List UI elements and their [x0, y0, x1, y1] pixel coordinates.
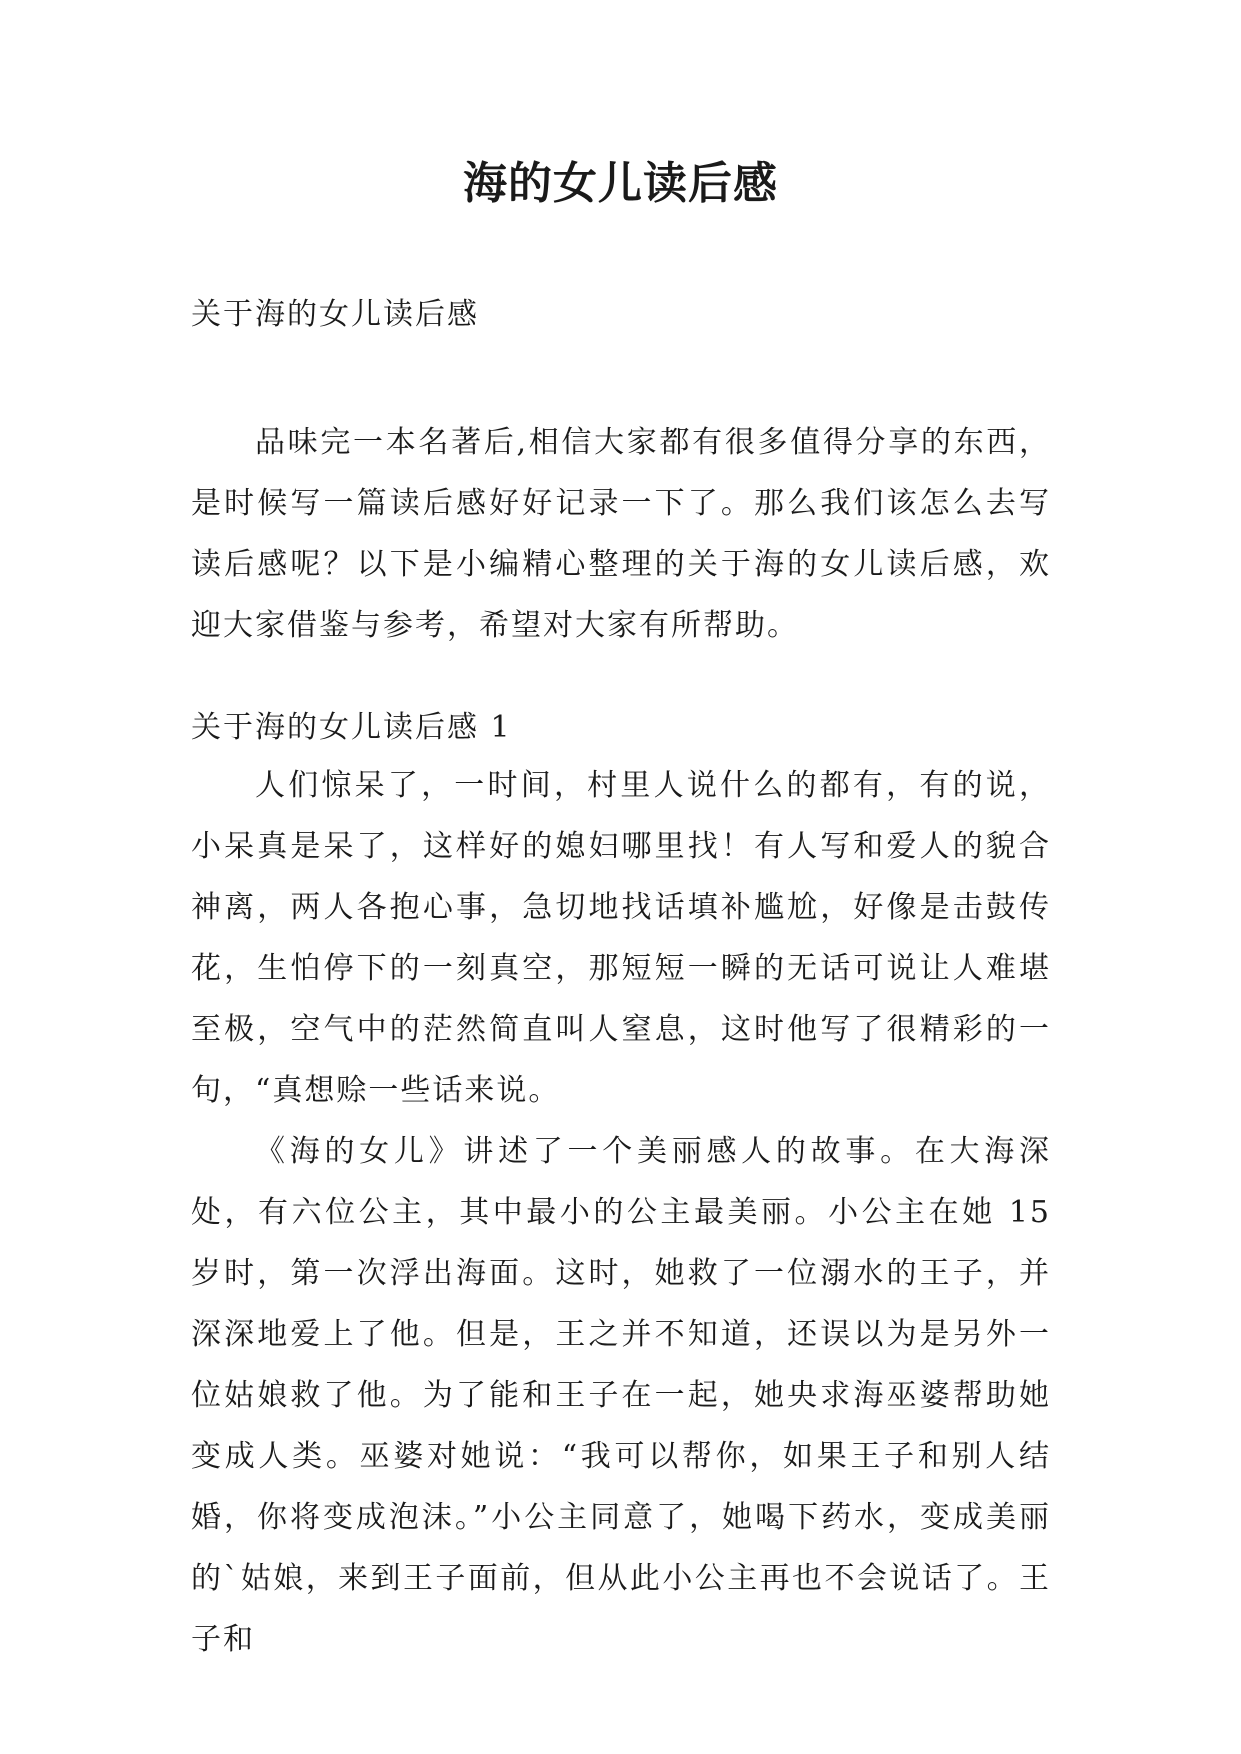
section-body: [191, 755, 1051, 1670]
section-heading: 关于海的女儿读后感 1: [191, 710, 512, 745]
intro-section: [191, 412, 1051, 656]
body-paragraph-2: 《海的女儿》讲述了一个美丽感人的故事。在大海深处，有六位公主，其中最小的公主最美丽。小公主在她 15 岁时，第一次浮出海面。这时，她救了一位溺水的王子，并深深地爱上了他。但是，王之并不知道，还误以为是另外一位姑娘救了他。为了能和王子在一起，她央求海巫婆帮助她变成人类。巫婆对她说：“我可以帮你，如果王子和别人结婚，你将变成泡沫。”小公主同意了，她喝下药水，变成美丽的`姑娘，来到王子面前，但从此小公主再也不会说话了。王子和: [191, 1134, 1051, 1657]
intro-paragraph: 品味完一本名著后,相信大家都有很多值得分享的东西，是时候写一篇读后感好好记录一下了。那么我们该怎么去写读后感呢？以下是小编精心整理的关于海的女儿读后感，欢迎大家借鉴与参考，希望对大家有所帮助。: [191, 425, 1051, 643]
document-subtitle: 关于海的女儿读后感: [191, 297, 479, 332]
body-paragraph-1: 人们惊呆了，一时间，村里人说什么的都有，有的说，小呆真是呆了，这样好的媳妇哪里找！有人写和爱人的貌合神离，两人各抱心事，急切地找话填补尴尬，好像是击鼓传花，生怕停下的一刻真空，那短短一瞬的无话可说让人难堪至极，空气中的茫然简直叫人窒息，这时他写了很精彩的一句，“真想赊一些话来说。: [191, 768, 1051, 1108]
document-title: 海的女儿读后感: [463, 158, 778, 209]
